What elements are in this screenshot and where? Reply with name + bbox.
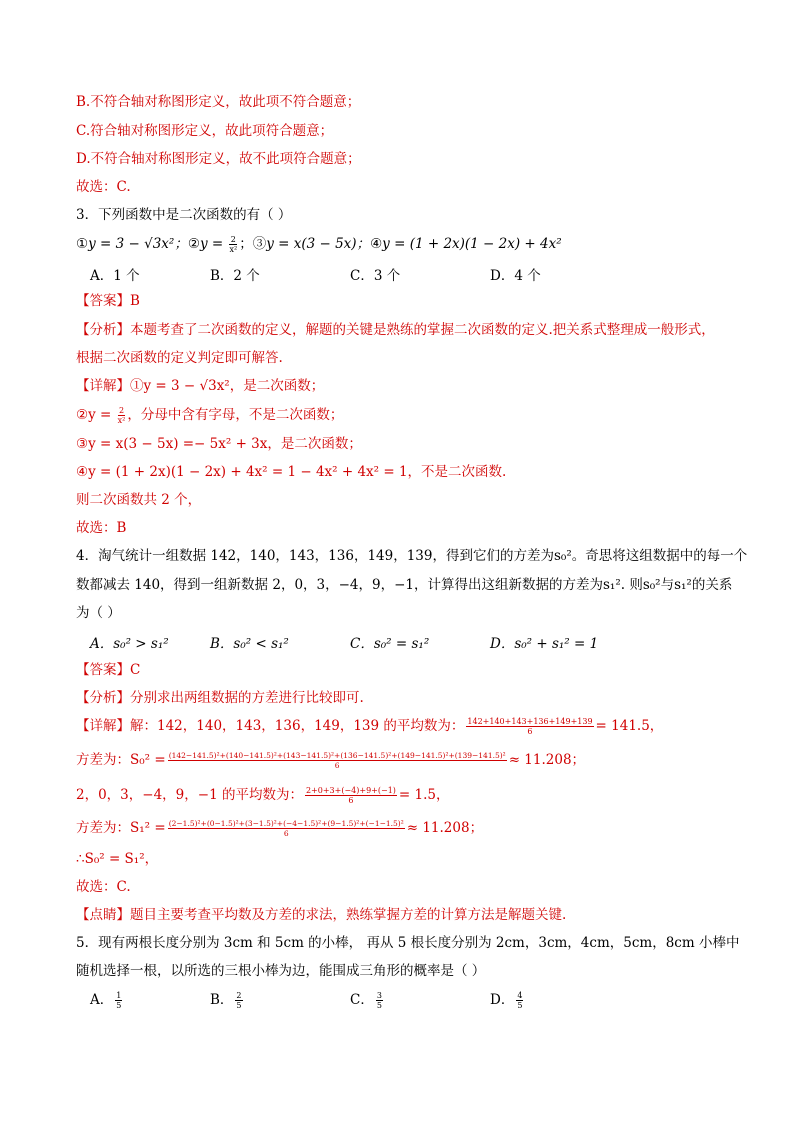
q3-detail-1 [76,376,324,396]
prev-choice: 故选：C. [76,179,131,195]
q5-option-d-den: 5 [517,1001,523,1010]
q5-option-c-letter: C． [350,992,374,1008]
q5-option-c-den: 5 [376,1001,382,1010]
q3-detail-2-lhs: ②y = [76,407,116,423]
q3-f2-num: 2 [230,235,236,244]
q5-option-b-den: 5 [236,1001,242,1010]
q3-analysis-2: 根据二次函数的定义判定即可解答. [76,350,283,366]
q4-var1-result: ≈ 11.208； [508,752,586,768]
q4-var2-result: ≈ 11.208； [406,820,484,836]
q5-option-d-fraction [516,991,523,1010]
q5-option-d [490,988,525,1010]
q5-option-b [210,988,245,1010]
q3-detail-2-tail: ，分母中含有字母，不是二次函数； [127,407,344,423]
q4-option-c: C．s₀² = s₁² [350,636,430,652]
q4-mean2 [76,785,449,805]
q4-comment [76,905,566,925]
q3-f2-prefix: ② [187,236,200,252]
q4-mean2-text: 2，0，3，−4，9，−1 的平均数为： [76,787,303,803]
q3-f2-fraction [229,235,237,254]
q4-therefore: ∴S₀² = S₁²， [76,851,159,867]
q5-option-a-num: 1 [116,991,122,1000]
q4-analysis-text: 分别求出两组数据的方差进行比较即可. [130,690,364,706]
q4-mean1-num: 142+140+143+136+149+139 [467,717,593,726]
q4-mean2-result: = 1.5， [398,787,450,803]
q3-answer-value: B [130,293,140,309]
q3-option-b: B．2 个 [210,268,260,284]
q4-var2-num: (2−1.5)²+(0−1.5)²+(3−1.5)²+(−4−1.5)²+(9−1.5)²+(−1−1.5)² [168,819,404,828]
q4-analysis [76,688,364,708]
q3-analysis-text-1: 本题考查了二次函数的定义，解题的关键是熟练的掌握二次函数的定义.把关系式整理成一般形式， [130,322,715,338]
q5-option-b-num: 2 [236,991,242,1000]
q4-mean1-text: 解：142，140，143，136，149，139 的平均数为： [130,718,465,734]
q4-mean1-den: 6 [527,727,533,736]
q4-mean2-num: 2+0+3+(−4)+9+(−1) [305,786,396,795]
q5-option-b-fraction [235,991,242,1010]
q4-stem-2: 数都减去 140，得到一组新数据 2，0，3，−4，9，−1，计算得出这组新数据的方差为s₁². 则s₀²与s₁²的关系 [76,577,733,593]
q3-option-a: A．1 个 [90,268,140,284]
q3-detail-3: ③y = x(3 − 5x) =− 5x² + 3x，是二次函数； [76,436,362,452]
q5-option-a [90,988,124,1010]
q3-f2-tail: ； [239,236,253,252]
q4-var2-fraction [168,819,405,838]
q3-answer [76,291,140,311]
q3-f1: y = 3 − √3x²； [88,236,188,252]
comment-tag: 【点睛】 [76,907,130,923]
q3-conclusion: 则二次函数共 2 个， [76,492,202,508]
prev-line-c: C.符合轴对称图形定义，故此项符合题意； [76,123,334,139]
q4-variance-1 [76,750,585,770]
q3-detail-text-1: ①y = 3 − √3x²，是二次函数； [130,378,325,394]
q4-stem-1: 4．淘气统计一组数据 142，140，143，136，149，139，得到它们的方差为s₀²。奇思将这组数据中的每一个 [76,548,748,564]
analysis-tag: 【分析】 [76,690,130,706]
prev-line-d: D.不符合轴对称图形定义，故不此项符合题意； [76,151,361,167]
q3-f2-lhs: y = [199,236,228,252]
q4-var2-den: 6 [283,829,289,838]
q3-f2-den: x² [229,245,238,254]
detail-tag: 【详解】 [76,718,130,734]
q4-var2-label: 方差为：S₁² = [76,820,166,836]
q4-mean2-fraction [305,786,397,805]
q4-option-d: D．s₀² + s₁² = 1 [490,636,599,652]
q3-f4: y = (1 + 2x)(1 − 2x) + 4x² [382,236,562,252]
q3-choice: 故选：B [76,520,127,536]
q4-var1-label: 方差为：S₀² = [76,752,166,768]
q5-option-c [350,988,385,1010]
q5-option-a-den: 5 [116,1001,122,1010]
q5-option-d-letter: D． [490,992,515,1008]
q4-stem-3: 为（ ） [76,605,121,621]
q5-option-c-fraction [376,991,383,1010]
q4-option-a: A．s₀² > s₁² [90,636,169,652]
prev-line-b: B.不符合轴对称图形定义，故此项不符合题意； [76,94,361,110]
q5-option-c-num: 3 [376,991,382,1000]
q4-choice: 故选：C. [76,879,131,895]
q3-detail-4: ④y = (1 + 2x)(1 − 2x) + 4x² = 1 − 4x² + 4x² = 1，不是二次函数. [76,464,507,480]
q3-functions [76,234,562,254]
q3-option-c: C．3 个 [350,268,401,284]
q5-option-d-num: 4 [517,991,523,1000]
detail-tag: 【详解】 [76,378,130,394]
q4-var1-den: 6 [334,761,340,770]
q4-comment-text: 题目主要考查平均数及方差的求法，熟练掌握方差的计算方法是解题关键. [130,907,567,923]
analysis-tag: 【分析】 [76,322,130,338]
answer-tag: 【答案】 [76,293,130,309]
q3-option-d: D．4 个 [490,268,541,284]
answer-tag: 【答案】 [76,662,130,678]
q5-option-a-letter: A． [90,992,114,1008]
q3-analysis-1 [76,320,715,340]
q3-detail-2 [76,405,343,425]
q4-option-b: B．s₀² < s₁² [210,636,289,652]
q3-f4-prefix: ④ [370,236,383,252]
q3-stem: 3．下列函数中是二次函数的有（ ） [76,207,292,223]
q3-f3: y = x(3 − 5x)； [266,236,371,252]
q4-mean1-fraction [466,717,593,736]
q3-f1-prefix: ① [76,236,89,252]
q4-detail-mean1 [76,716,663,736]
q4-mean2-den: 6 [348,796,354,805]
q5-option-a-fraction [115,991,122,1010]
q3-detail-2-fraction [118,406,126,425]
q4-variance-2 [76,818,483,838]
q5-stem-1: 5．现有两根长度分别为 3cm 和 5cm 的小棒， 再从 5 根长度分别为 2cm，3cm，4cm，5cm，8cm 小棒中 [76,935,740,951]
q4-answer [76,660,140,680]
q3-detail-2-den: x² [117,416,126,425]
q5-option-b-letter: B． [210,992,234,1008]
q4-var1-num: (142−141.5)²+(140−141.5)²+(143−141.5)²+(136−141.5)²+(149−141.5)²+(139−141.5)² [168,751,506,760]
q3-f3-prefix: ③ [252,236,267,252]
q4-var1-fraction [168,751,507,770]
q4-mean1-result: = 141.5， [595,718,664,734]
q4-answer-value: C [130,662,141,678]
q5-stem-2: 随机选择一根，以所选的三根小棒为边，能围成三角形的概率是（ ） [76,963,486,979]
q3-detail-2-num: 2 [118,406,125,415]
